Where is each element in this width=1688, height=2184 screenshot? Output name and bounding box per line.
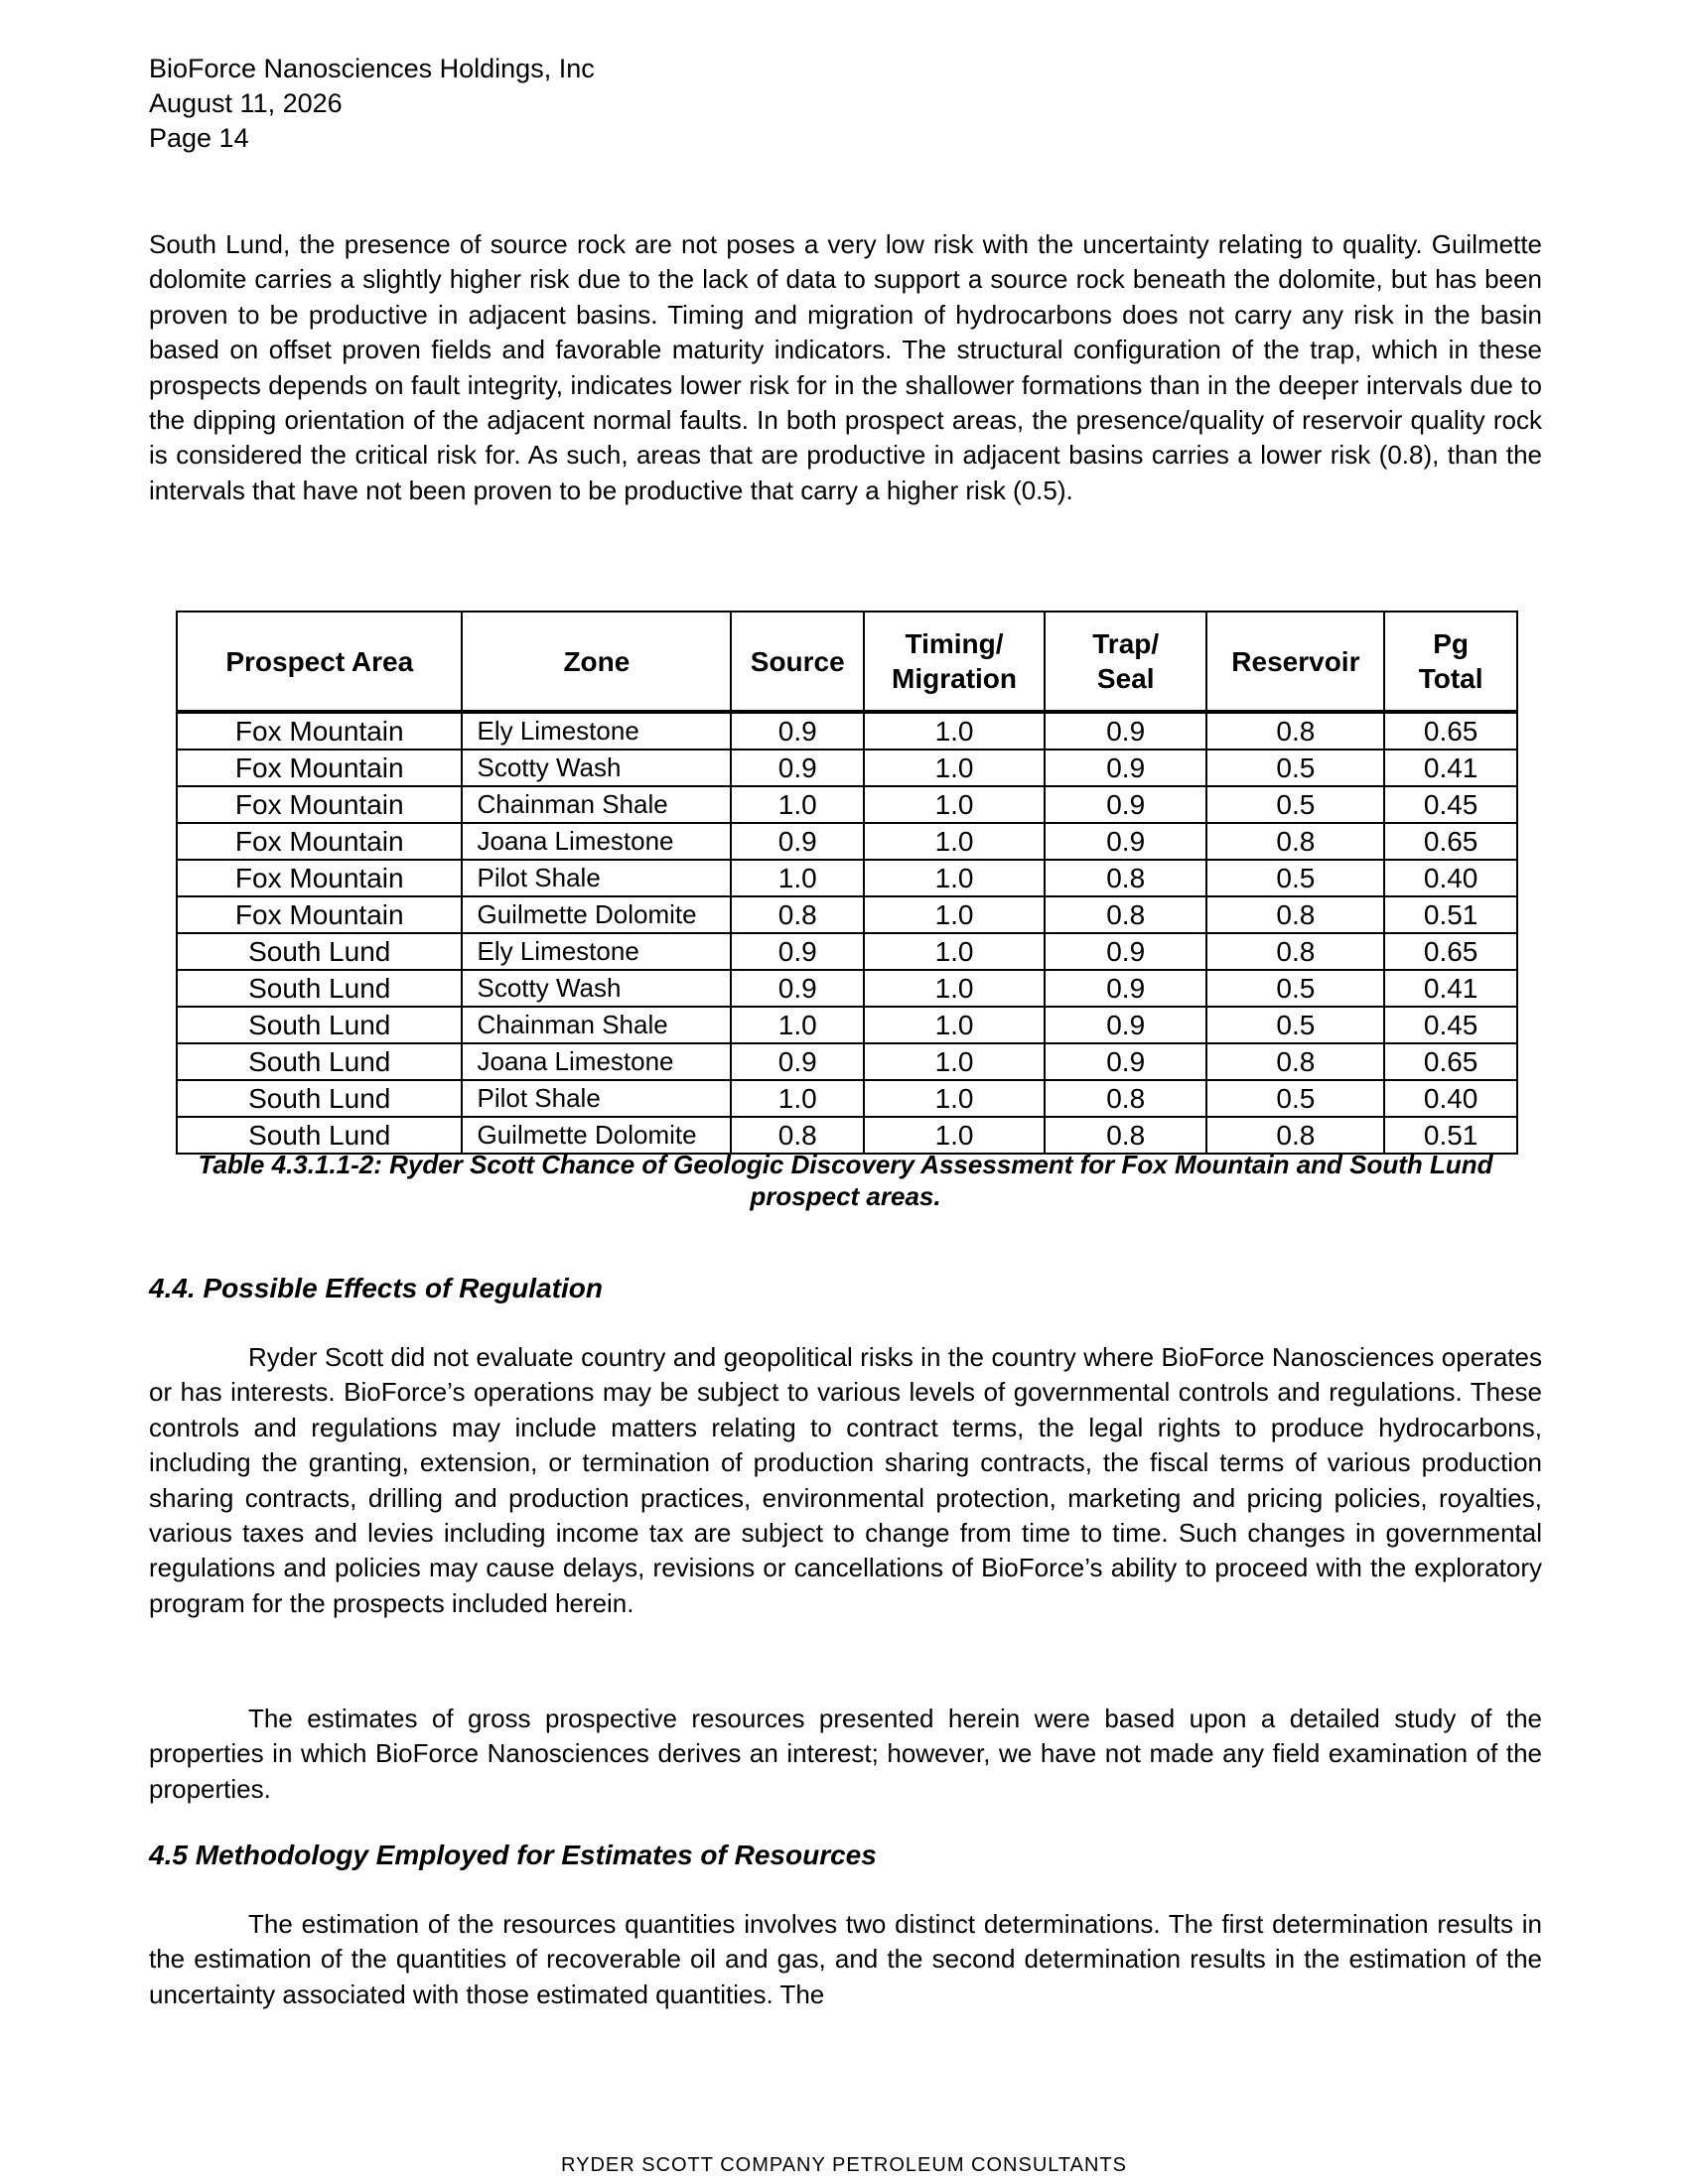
trap-seal-cell: 0.9 [1045,970,1207,1007]
source-cell: 1.0 [731,1080,864,1117]
reservoir-cell: 0.5 [1206,750,1384,786]
section-4-4-paragraph-1: Ryder Scott did not evaluate country and geopolitical risks in the country where BioForce Nanosciences operates or has interests. BioForce’s operations may be subject to various levels of governmental controls and regulations. These controls and regulations may include matters relating to contract terms, the legal rights to produce hydrocarbons, including the granting, extension, or termination of production sharing contracts, the fiscal terms of various production sharing contracts, drilling and production practices, environmental protection, marketing and pricing policies, royalties, various taxes and levies including income tax are subject to change from time to time. Such changes in governmental regulations and policies may cause delays, revisions or cancellations of BioForce’s ability to proceed with the exploratory program for the prospects included herein. [149,1342,1542,1618]
reservoir-cell: 0.8 [1206,896,1384,933]
page-footer: RYDER SCOTT COMPANY PETROLEUM CONSULTANTS [561,2154,1127,2176]
timing-migration-cell: 1.0 [864,933,1045,970]
trap-seal-cell: 0.9 [1045,1007,1207,1043]
pg-total-cell: 0.65 [1384,823,1517,860]
source-cell: 1.0 [731,860,864,896]
pg-total-cell: 0.41 [1384,750,1517,786]
source-cell: 0.9 [731,1043,864,1080]
reservoir-cell: 0.5 [1206,860,1384,896]
reservoir-cell: 0.8 [1206,1117,1384,1154]
pg-total-cell: 0.41 [1384,970,1517,1007]
reservoir-cell: 0.5 [1206,786,1384,823]
timing-migration-cell: 1.0 [864,750,1045,786]
table-row [177,786,1517,823]
pg-total-cell: 0.65 [1384,712,1517,750]
prospect-area-cell: South Lund [177,1080,462,1117]
reservoir-cell: 0.8 [1206,712,1384,750]
reservoir-cell: 0.8 [1206,1043,1384,1080]
trap-seal-cell: 0.8 [1045,860,1207,896]
prospect-area-cell: South Lund [177,1117,462,1154]
report-date: August 11, 2026 [149,88,343,118]
prospect-area-cell: Fox Mountain [177,896,462,933]
table-row [177,860,1517,896]
table-header-row [177,612,1517,712]
source-cell: 0.8 [731,896,864,933]
reservoir-cell: 0.5 [1206,1080,1384,1117]
section-4-4-paragraph-2: The estimates of gross prospective resources presented herein were based upon a detailed study of the properties in which BioForce Nanosciences derives an interest; however, we have not made any field examination of the properties. [149,1704,1542,1804]
risk-assessment-table [176,611,1518,1155]
table-row [177,1043,1517,1080]
trap-seal-cell: 0.8 [1045,896,1207,933]
pg-total-cell: 0.65 [1384,1043,1517,1080]
table-row [177,1007,1517,1043]
pg-total-cell: 0.40 [1384,1080,1517,1117]
table-row [177,712,1517,750]
timing-migration-cell: 1.0 [864,1007,1045,1043]
timing-migration-cell: 1.0 [864,1080,1045,1117]
source-cell: 1.0 [731,1007,864,1043]
prospect-area-cell: South Lund [177,933,462,970]
trap-seal-cell: 0.8 [1045,1080,1207,1117]
table-body [177,712,1517,1154]
timing-migration-cell: 1.0 [864,896,1045,933]
timing-migration-cell: 1.0 [864,970,1045,1007]
zone-cell: Pilot Shale [462,1080,731,1117]
reservoir-cell: 0.8 [1206,933,1384,970]
header-pg-total: Pg Total [1384,612,1517,712]
trap-seal-cell: 0.9 [1045,750,1207,786]
prospect-area-cell: Fox Mountain [177,860,462,896]
prospect-area-cell: Fox Mountain [177,750,462,786]
zone-cell: Guilmette Dolomite [462,1117,731,1154]
header-source: Source [731,612,864,712]
pg-total-cell: 0.65 [1384,933,1517,970]
reservoir-cell: 0.5 [1206,970,1384,1007]
prospect-area-cell: South Lund [177,970,462,1007]
source-cell: 0.8 [731,1117,864,1154]
source-cell: 0.9 [731,750,864,786]
prospect-area-cell: Fox Mountain [177,823,462,860]
pg-total-cell: 0.45 [1384,786,1517,823]
timing-migration-cell: 1.0 [864,823,1045,860]
timing-migration-cell: 1.0 [864,712,1045,750]
timing-migration-cell: 1.0 [864,1117,1045,1154]
zone-cell: Chainman Shale [462,1007,731,1043]
pg-total-cell: 0.45 [1384,1007,1517,1043]
zone-cell: Ely Limestone [462,933,731,970]
zone-cell: Joana Limestone [462,1043,731,1080]
page-header [149,52,595,156]
source-cell: 0.9 [731,823,864,860]
timing-migration-cell: 1.0 [864,860,1045,896]
zone-cell: Chainman Shale [462,786,731,823]
page-number: Page 14 [149,123,249,153]
table-row [177,750,1517,786]
prospect-area-cell: South Lund [177,1043,462,1080]
table-row [177,1080,1517,1117]
reservoir-cell: 0.8 [1206,823,1384,860]
zone-cell: Guilmette Dolomite [462,896,731,933]
section-4-5-paragraph-1: The estimation of the resources quantities involves two distinct determinations. The first determination results in the estimation of the quantities of recoverable oil and gas, and the second determination results in the estimation of the uncertainty associated with those estimated quantities. The [149,1909,1542,2009]
prospect-area-cell: Fox Mountain [177,786,462,823]
zone-cell: Joana Limestone [462,823,731,860]
pg-total-cell: 0.40 [1384,860,1517,896]
header-reservoir: Reservoir [1206,612,1384,712]
header-zone: Zone [462,612,731,712]
table-row [177,933,1517,970]
timing-migration-cell: 1.0 [864,1043,1045,1080]
trap-seal-cell: 0.9 [1045,712,1207,750]
source-cell: 0.9 [731,712,864,750]
table-row [177,896,1517,933]
source-cell: 0.9 [731,970,864,1007]
section-4-5-heading: 4.5 Methodology Employed for Estimates of Resources [149,1840,877,1870]
pg-total-cell: 0.51 [1384,1117,1517,1154]
source-cell: 1.0 [731,786,864,823]
table-caption: Table 4.3.1.1-2: Ryder Scott Chance of Geologic Discovery Assessment for Fox Mountain and South Lund prospect areas. [198,1150,1493,1211]
timing-migration-cell: 1.0 [864,786,1045,823]
zone-cell: Pilot Shale [462,860,731,896]
trap-seal-cell: 0.9 [1045,823,1207,860]
zone-cell: Scotty Wash [462,970,731,1007]
table-row [177,823,1517,860]
prospect-area-cell: South Lund [177,1007,462,1043]
intro-paragraph: South Lund, the presence of source rock are not poses a very low risk with the uncertainty relating to quality. Guilmette dolomite carries a slightly higher risk due to the lack of data to support a source rock beneath the dolomite, but has been proven to be productive in adjacent basins. Timing and migration of hydrocarbons does not carry any risk in the basin based on offset proven fields and favorable maturity indicators. The structural configuration of the trap, which in these prospects depends on fault integrity, indicates lower risk for in the shallower formations than in the deeper intervals due to the dipping orientation of the adjacent normal faults. In both prospect areas, the presence/quality of reservoir quality rock is considered the critical risk for. As such, areas that are productive in adjacent basins carries a lower risk (0.8), than the intervals that have not been proven to be productive that carry a higher risk (0.5). [149,229,1542,505]
company-name: BioForce Nanosciences Holdings, Inc [149,54,595,83]
reservoir-cell: 0.5 [1206,1007,1384,1043]
trap-seal-cell: 0.9 [1045,786,1207,823]
pg-total-cell: 0.51 [1384,896,1517,933]
header-trap-seal: Trap/ Seal [1045,612,1207,712]
source-cell: 0.9 [731,933,864,970]
trap-seal-cell: 0.9 [1045,1043,1207,1080]
zone-cell: Scotty Wash [462,750,731,786]
prospect-area-cell: Fox Mountain [177,712,462,750]
table-row [177,970,1517,1007]
zone-cell: Ely Limestone [462,712,731,750]
trap-seal-cell: 0.9 [1045,933,1207,970]
header-timing-migration: Timing/ Migration [864,612,1045,712]
header-prospect-area: Prospect Area [177,612,462,712]
trap-seal-cell: 0.8 [1045,1117,1207,1154]
section-4-4-heading: 4.4. Possible Effects of Regulation [149,1273,603,1303]
